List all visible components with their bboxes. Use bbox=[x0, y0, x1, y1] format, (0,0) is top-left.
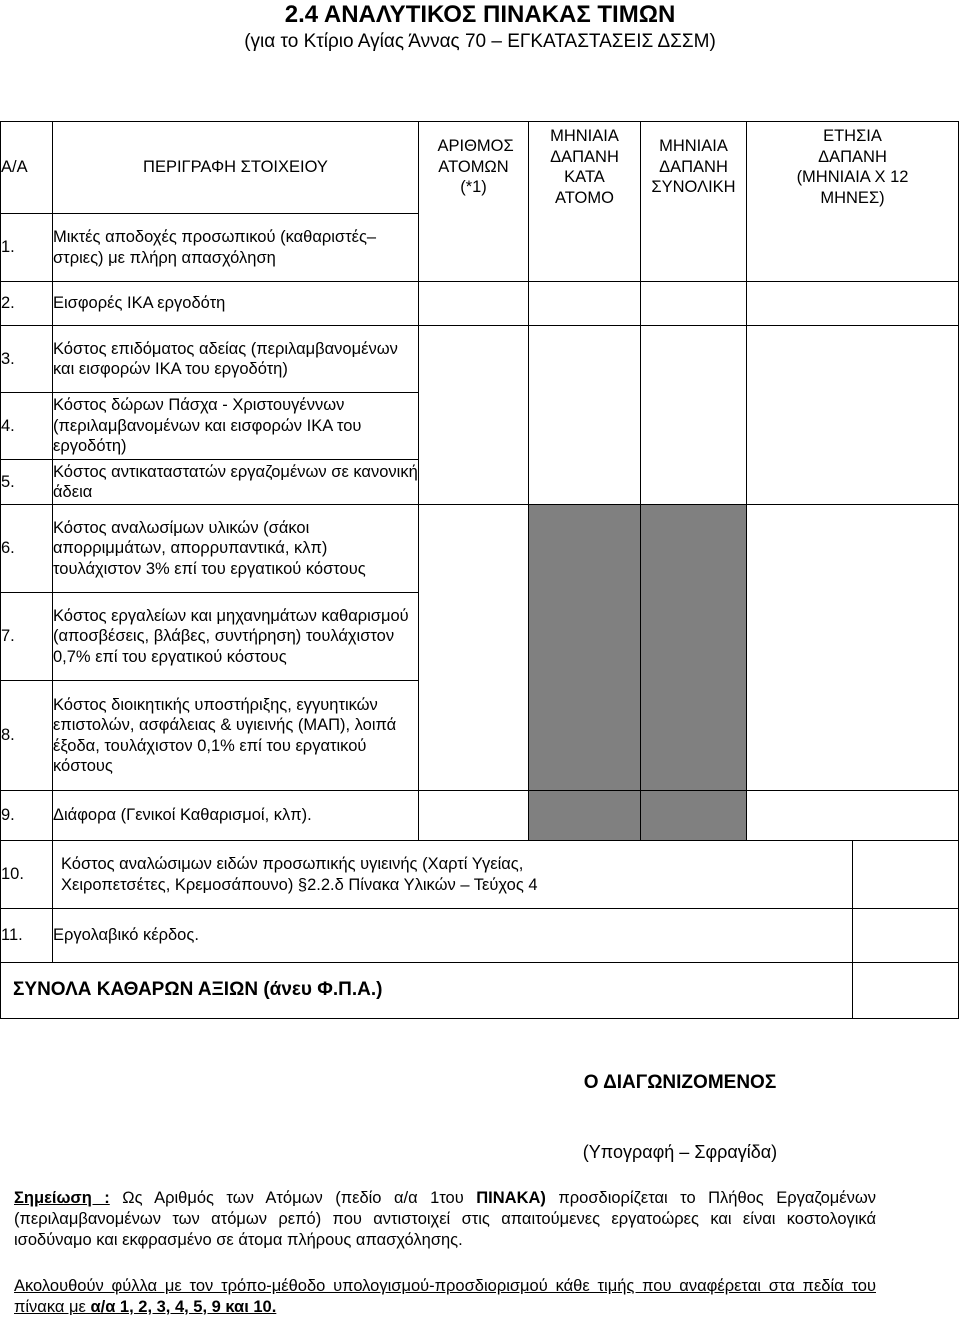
header-aa: Α/Α bbox=[1, 122, 53, 214]
header-persons-note: (*1) bbox=[460, 178, 487, 196]
row-1-aa: 1. bbox=[1, 214, 53, 282]
row-3-aa: 3. bbox=[1, 326, 53, 393]
row-9-annual-cell bbox=[747, 791, 959, 841]
row-10-text: Κόστος αναλώσιμων ειδών προσωπικής υγιεινής (Χαρτί Υγείας, Χειροπετσέτες, Κρεμοσάπουνο) §2.2.δ Πίνακα Υλικών – Τεύχος 4 bbox=[53, 841, 853, 909]
row-5-text: Κόστος αντικαταστατών εργαζομένων σε κανονική άδεια bbox=[53, 460, 419, 505]
row-6-aa: 6. bbox=[1, 505, 53, 593]
header-annual: ΕΤΗΣΙΑ ΔΑΠΑΝΗ (ΜΗΝΙΑΙΑ Χ 12 ΜΗΝΕΣ) bbox=[747, 122, 959, 282]
row-7-aa: 7. bbox=[1, 593, 53, 681]
row-10-annual-cell bbox=[853, 841, 959, 909]
page-subtitle: (για το Κτίριο Αγίας Άννας 70 – ΕΓΚΑΤΑΣΤΑΣΕΙΣ ΔΣΣΜ) bbox=[244, 31, 716, 52]
row-9-persons-cell bbox=[419, 791, 529, 841]
header-monthly-total: ΜΗΝΙΑΙΑ ΔΑΠΑΝΗ ΣΥΝΟΛΙΚΗ bbox=[641, 122, 747, 282]
row-11-text: Εργολαβικό κέρδος. bbox=[53, 909, 853, 963]
row-9-aa: 9. bbox=[1, 791, 53, 841]
signature-caption: (Υπογραφή – Σφραγίδα) bbox=[582, 1142, 778, 1162]
rows-3-5-annual-cell bbox=[747, 326, 959, 505]
row-8-text: Κόστος διοικητικής υποστήριξης, εγγυητικών επιστολών, ασφάλειας & υγιεινής (ΜΑΠ), λοιπά έξοδα, τουλάχιστον 0,1% επί του εργατικού κόστους bbox=[53, 681, 419, 791]
header-persons-label: ΑΡΙΘΜΟΣ ΑΤΟΜΩΝ bbox=[437, 137, 514, 176]
row-8-aa: 8. bbox=[1, 681, 53, 791]
header-monthly-per-person: ΜΗΝΙΑΙΑ ΔΑΠΑΝΗ ΚΑΤΑ ΑΤΟΜΟ bbox=[529, 122, 641, 282]
row-1-text: Μικτές αποδοχές προσωπικού (καθαριστές–στριες) με πλήρη απασχόληση bbox=[53, 214, 419, 282]
row-11-aa: 11. bbox=[1, 909, 53, 963]
row-9-text: Διάφορα (Γενικοί Καθαρισμοί, κλπ). bbox=[53, 791, 419, 841]
row-2-annual-cell bbox=[747, 282, 959, 326]
rows-6-8-monthly-shaded bbox=[641, 505, 747, 791]
rows-6-8-persons-cell bbox=[419, 505, 529, 791]
footer-paragraph: Ακολουθούν φύλλα με τον τρόπο-μέθοδο υπολογισμού-προσδιορισμού κάθε τιμής που αναφέρεται στα πεδία του πίνακα με α/α 1, 2, 3, 4, 5, 9 και 10. bbox=[14, 1277, 876, 1316]
bidder-title: Ο ΔΙΑΓΩΝΙΖΟΜΕΝΟΣ bbox=[583, 1072, 777, 1093]
row-2-persons-cell bbox=[419, 282, 529, 326]
row-4-text: Κόστος δώρων Πάσχα - Χριστουγέννων (περιλαμβανομένων και εισφορών ΙΚΑ του εργοδότη) bbox=[53, 393, 419, 460]
note-paragraph: Σημείωση : Ως Αριθμός των Ατόμων (πεδίο α/α 1του ΠΙΝΑΚΑ) προσδιορίζεται το Πλήθος Εργαζομένων (περιλαμβανομένων των ατόμων ρεπό) που αντιστοιχεί στις απαιτούμενες εργατοώρες και είναι κοστολογικά ισοδύναμο και εκφρασμένο σε άτομα πλήρους απασχόλησης. bbox=[14, 1189, 877, 1249]
rows-3-5-per-person-cell bbox=[529, 326, 641, 505]
header-persons bbox=[419, 122, 529, 282]
row-11-annual-cell bbox=[853, 909, 959, 963]
row-10-aa: 10. bbox=[1, 841, 53, 909]
price-table bbox=[0, 121, 959, 1019]
row-4-aa: 4. bbox=[1, 393, 53, 460]
rows-3-5-monthly-cell bbox=[641, 326, 747, 505]
totals-label: ΣΥΝΟΛΑ ΚΑΘΑΡΩΝ ΑΞΙΩΝ (άνευ Φ.Π.Α.) bbox=[1, 963, 853, 1019]
rows-3-5-persons-cell bbox=[419, 326, 529, 505]
row-3-text: Κόστος επιδόματος αδείας (περιλαμβανομένων και εισφορών ΙΚΑ του εργοδότη) bbox=[53, 326, 419, 393]
rows-6-8-annual-cell bbox=[747, 505, 959, 791]
row-7-text: Κόστος εργαλείων και μηχανημάτων καθαρισμού (αποσβέσεις, βλάβες, συντήρηση) τουλάχιστον 0,7% επί του εργατικού κόστους bbox=[53, 593, 419, 681]
row-6-text: Κόστος αναλωσίμων υλικών (σάκοι απορριμμάτων, απορρυπαντικά, κλπ) τουλάχιστον 3% επί του εργατικού κόστους bbox=[53, 505, 419, 593]
row-9-per-person-shaded bbox=[529, 791, 641, 841]
row-9-monthly-shaded bbox=[641, 791, 747, 841]
header-description: ΠΕΡΙΓΡΑΦΗ ΣΤΟΙΧΕΙΟΥ bbox=[53, 122, 419, 214]
page-title: 2.4 ΑΝΑΛΥΤΙΚΟΣ ΠΙΝΑΚΑΣ ΤΙΜΩΝ bbox=[284, 1, 676, 28]
row-2-monthly-cell bbox=[641, 282, 747, 326]
row-5-aa: 5. bbox=[1, 460, 53, 505]
row-2-per-person-cell bbox=[529, 282, 641, 326]
note-label: Σημείωση : bbox=[14, 1189, 110, 1207]
row-2-text: Εισφορές ΙΚΑ εργοδότη bbox=[53, 282, 419, 326]
row-2-aa: 2. bbox=[1, 282, 53, 326]
rows-6-8-per-person-shaded bbox=[529, 505, 641, 791]
totals-annual-cell bbox=[853, 963, 959, 1019]
